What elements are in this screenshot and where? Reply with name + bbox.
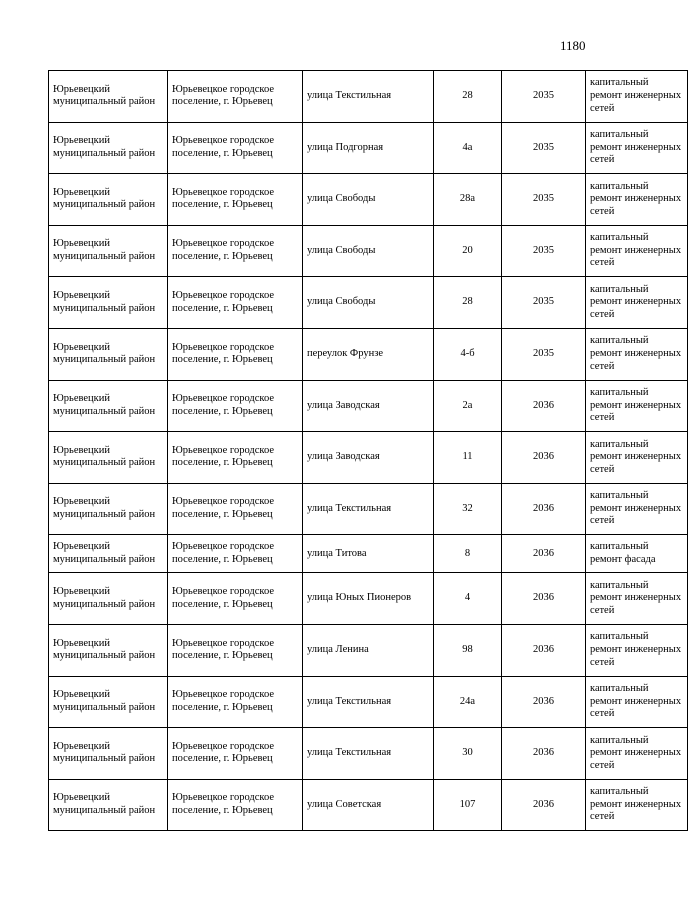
table-row <box>49 174 688 226</box>
street-cell: улица Юных Пионеров <box>303 573 434 625</box>
table-row <box>49 573 688 625</box>
street-cell: улица Титова <box>303 535 434 573</box>
year-cell: 2035 <box>502 71 586 123</box>
street-cell: улица Заводская <box>303 432 434 484</box>
house-number-cell: 30 <box>434 728 502 780</box>
settlement-cell: Юрьевецкое городское поселение, г. Юрьевец <box>168 432 303 484</box>
settlement-cell: Юрьевецкое городское поселение, г. Юрьевец <box>168 728 303 780</box>
district-cell: Юрьевецкий муниципальный район <box>49 483 168 535</box>
street-cell: улица Текстильная <box>303 676 434 728</box>
table-row <box>49 676 688 728</box>
street-cell: улица Свободы <box>303 174 434 226</box>
district-cell: Юрьевецкий муниципальный район <box>49 779 168 831</box>
district-cell: Юрьевецкий муниципальный район <box>49 535 168 573</box>
district-cell: Юрьевецкий муниципальный район <box>49 573 168 625</box>
house-number-cell: 28а <box>434 174 502 226</box>
year-cell: 2036 <box>502 676 586 728</box>
work-type-cell: капитальный ремонт инженерных сетей <box>586 432 688 484</box>
house-number-cell: 8 <box>434 535 502 573</box>
street-cell: переулок Фрунзе <box>303 328 434 380</box>
work-type-cell: капитальный ремонт инженерных сетей <box>586 71 688 123</box>
work-type-cell: капитальный ремонт инженерных сетей <box>586 483 688 535</box>
year-cell: 2036 <box>502 779 586 831</box>
work-type-cell: капитальный ремонт инженерных сетей <box>586 676 688 728</box>
street-cell: улица Свободы <box>303 277 434 329</box>
settlement-cell: Юрьевецкое городское поселение, г. Юрьевец <box>168 174 303 226</box>
street-cell: улица Свободы <box>303 225 434 277</box>
house-number-cell: 107 <box>434 779 502 831</box>
district-cell: Юрьевецкий муниципальный район <box>49 380 168 432</box>
street-cell: улица Текстильная <box>303 483 434 535</box>
work-type-cell: капитальный ремонт фасада <box>586 535 688 573</box>
work-type-cell: капитальный ремонт инженерных сетей <box>586 225 688 277</box>
year-cell: 2036 <box>502 380 586 432</box>
settlement-cell: Юрьевецкое городское поселение, г. Юрьевец <box>168 535 303 573</box>
table-row <box>49 328 688 380</box>
table-row <box>49 380 688 432</box>
street-cell: улица Текстильная <box>303 728 434 780</box>
work-type-cell: капитальный ремонт инженерных сетей <box>586 328 688 380</box>
district-cell: Юрьевецкий муниципальный район <box>49 328 168 380</box>
house-number-cell: 11 <box>434 432 502 484</box>
settlement-cell: Юрьевецкое городское поселение, г. Юрьевец <box>168 122 303 174</box>
house-number-cell: 20 <box>434 225 502 277</box>
district-cell: Юрьевецкий муниципальный район <box>49 277 168 329</box>
settlement-cell: Юрьевецкое городское поселение, г. Юрьевец <box>168 483 303 535</box>
year-cell: 2036 <box>502 624 586 676</box>
work-type-cell: капитальный ремонт инженерных сетей <box>586 174 688 226</box>
work-type-cell: капитальный ремонт инженерных сетей <box>586 728 688 780</box>
settlement-cell: Юрьевецкое городское поселение, г. Юрьевец <box>168 277 303 329</box>
street-cell: улица Ленина <box>303 624 434 676</box>
settlement-cell: Юрьевецкое городское поселение, г. Юрьевец <box>168 624 303 676</box>
year-cell: 2035 <box>502 277 586 329</box>
table-row <box>49 779 688 831</box>
house-number-cell: 24а <box>434 676 502 728</box>
settlement-cell: Юрьевецкое городское поселение, г. Юрьевец <box>168 573 303 625</box>
house-number-cell: 4-б <box>434 328 502 380</box>
street-cell: улица Советская <box>303 779 434 831</box>
year-cell: 2036 <box>502 483 586 535</box>
year-cell: 2035 <box>502 328 586 380</box>
table-row <box>49 432 688 484</box>
house-number-cell: 2а <box>434 380 502 432</box>
table-row <box>49 535 688 573</box>
street-cell: улица Заводская <box>303 380 434 432</box>
work-type-cell: капитальный ремонт инженерных сетей <box>586 624 688 676</box>
settlement-cell: Юрьевецкое городское поселение, г. Юрьевец <box>168 328 303 380</box>
table-row <box>49 277 688 329</box>
repair-schedule-table <box>48 70 688 831</box>
street-cell: улица Подгорная <box>303 122 434 174</box>
house-number-cell: 28 <box>434 277 502 329</box>
settlement-cell: Юрьевецкое городское поселение, г. Юрьевец <box>168 380 303 432</box>
district-cell: Юрьевецкий муниципальный район <box>49 676 168 728</box>
year-cell: 2035 <box>502 225 586 277</box>
work-type-cell: капитальный ремонт инженерных сетей <box>586 122 688 174</box>
table-row <box>49 122 688 174</box>
settlement-cell: Юрьевецкое городское поселение, г. Юрьевец <box>168 779 303 831</box>
page-number: 1180 <box>560 38 586 53</box>
house-number-cell: 4 <box>434 573 502 625</box>
settlement-cell: Юрьевецкое городское поселение, г. Юрьевец <box>168 676 303 728</box>
house-number-cell: 32 <box>434 483 502 535</box>
settlement-cell: Юрьевецкое городское поселение, г. Юрьевец <box>168 71 303 123</box>
house-number-cell: 98 <box>434 624 502 676</box>
house-number-cell: 28 <box>434 71 502 123</box>
district-cell: Юрьевецкий муниципальный район <box>49 728 168 780</box>
year-cell: 2036 <box>502 573 586 625</box>
table-row <box>49 624 688 676</box>
work-type-cell: капитальный ремонт инженерных сетей <box>586 380 688 432</box>
district-cell: Юрьевецкий муниципальный район <box>49 174 168 226</box>
year-cell: 2036 <box>502 535 586 573</box>
table-row <box>49 728 688 780</box>
district-cell: Юрьевецкий муниципальный район <box>49 624 168 676</box>
district-cell: Юрьевецкий муниципальный район <box>49 71 168 123</box>
year-cell: 2036 <box>502 728 586 780</box>
table-row <box>49 225 688 277</box>
house-number-cell: 4а <box>434 122 502 174</box>
street-cell: улица Текстильная <box>303 71 434 123</box>
district-cell: Юрьевецкий муниципальный район <box>49 122 168 174</box>
table-row <box>49 71 688 123</box>
district-cell: Юрьевецкий муниципальный район <box>49 432 168 484</box>
work-type-cell: капитальный ремонт инженерных сетей <box>586 779 688 831</box>
year-cell: 2035 <box>502 122 586 174</box>
district-cell: Юрьевецкий муниципальный район <box>49 225 168 277</box>
year-cell: 2036 <box>502 432 586 484</box>
table-row <box>49 483 688 535</box>
work-type-cell: капитальный ремонт инженерных сетей <box>586 573 688 625</box>
settlement-cell: Юрьевецкое городское поселение, г. Юрьевец <box>168 225 303 277</box>
work-type-cell: капитальный ремонт инженерных сетей <box>586 277 688 329</box>
year-cell: 2035 <box>502 174 586 226</box>
